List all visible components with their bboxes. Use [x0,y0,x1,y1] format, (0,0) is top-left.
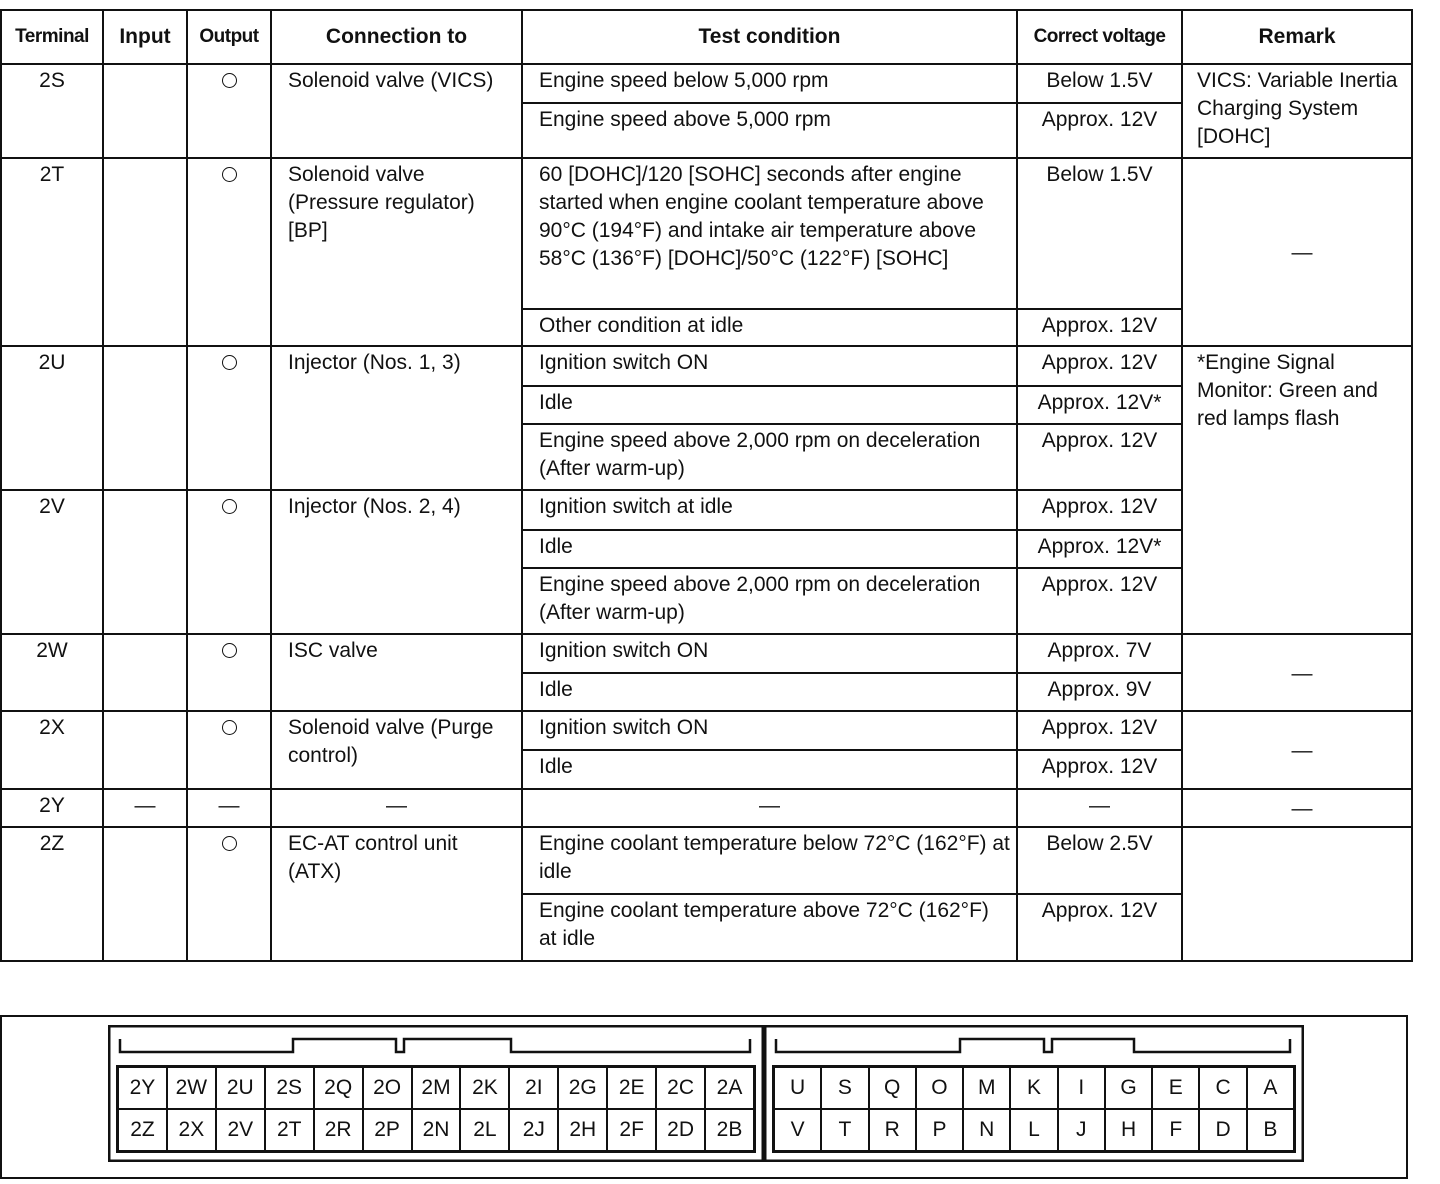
table-row [1,346,1412,386]
output-circle-icon [222,167,237,182]
connector-pin: 2K [460,1067,509,1109]
connector-pin: 2O [363,1067,412,1109]
test-condition-cell: Idle [522,530,1017,568]
connector-pin: E [1152,1067,1199,1109]
terminal-cell: 2V [1,490,103,634]
connector-pin-grid [772,1065,1296,1153]
header-input: Input [103,10,187,64]
connector-pin: 2U [216,1067,265,1109]
connector-pin: 2V [216,1109,265,1151]
voltage-cell: Below 1.5V [1017,64,1182,103]
remark-cell: — [1182,789,1412,827]
input-cell [103,158,187,346]
terminal-cell: 2X [1,711,103,789]
remark-cell: VICS: Variable Inertia Charging System [DOHC] [1182,64,1412,158]
test-condition-cell: Other condition at idle [522,309,1017,346]
connector-pin: D [1199,1109,1246,1151]
connector-pin: 2M [412,1067,461,1109]
connector-pin: R [869,1109,916,1151]
connection-cell: Injector (Nos. 2, 4) [271,490,522,634]
remark-cell: — [1182,634,1412,711]
terminal-cell: 2Z [1,827,103,961]
connector-pin: V [774,1109,821,1151]
connector-pin: 2B [705,1109,754,1151]
input-cell [103,64,187,158]
voltage-cell: Below 1.5V [1017,158,1182,309]
voltage-cell: Approx. 12V [1017,103,1182,158]
output-circle-icon [222,720,237,735]
header-test-condition: Test condition [522,10,1017,64]
header-connection-to: Connection to [271,10,522,64]
connector-pin: C [1199,1067,1246,1109]
test-condition-cell: Ignition switch ON [522,711,1017,750]
remark-cell [1182,827,1412,961]
connector-pin: 2Y [118,1067,167,1109]
test-condition-cell: Ignition switch ON [522,346,1017,386]
header-row [1,10,1412,64]
connection-cell: ISC valve [271,634,522,711]
connector-pin: 2T [265,1109,314,1151]
voltage-cell: — [1017,789,1182,827]
voltage-cell: Approx. 12V [1017,750,1182,789]
connector-pin: N [963,1109,1010,1151]
output-cell [187,634,271,711]
input-cell [103,827,187,961]
test-condition-cell: Idle [522,673,1017,711]
input-cell [103,490,187,634]
table-row [1,64,1412,103]
connector-pin: 2D [656,1109,705,1151]
connector-pin: B [1247,1109,1294,1151]
terminal-cell: 2Y [1,789,103,827]
connector-pin: 2G [558,1067,607,1109]
table-row [1,634,1412,673]
terminal-cell: 2S [1,64,103,158]
header-output: Output [187,10,271,64]
connector-pin: 2N [412,1109,461,1151]
connector-pin: 2Q [314,1067,363,1109]
output-cell [187,64,271,158]
connector-pin: M [963,1067,1010,1109]
output-cell [187,158,271,346]
connector-left-block [108,1025,764,1162]
connector-pin: S [821,1067,868,1109]
header-terminal: Terminal [1,10,103,64]
terminal-cell: 2T [1,158,103,346]
voltage-cell: Approx. 12V* [1017,386,1182,424]
output-cell [187,827,271,961]
test-condition-cell: Engine coolant temperature below 72°C (162°F) at idle [522,827,1017,894]
connector-pin: I [1058,1067,1105,1109]
connector-pin: 2S [265,1067,314,1109]
connection-cell: EC-AT control unit (ATX) [271,827,522,961]
connector-pin: O [916,1067,963,1109]
connector-pin: 2E [607,1067,656,1109]
connector-pin: 2R [314,1109,363,1151]
connector-pin: K [1010,1067,1057,1109]
output-circle-icon [222,499,237,514]
voltage-cell: Approx. 12V* [1017,530,1182,568]
connector-pin: Q [869,1067,916,1109]
voltage-cell: Approx. 7V [1017,634,1182,673]
test-condition-cell: Idle [522,386,1017,424]
connector-pin: F [1152,1109,1199,1151]
remark-cell: *Engine Signal Monitor: Green and red lamps flash [1182,346,1412,634]
connector-pin: 2A [705,1067,754,1109]
output-circle-icon [222,643,237,658]
header-remark: Remark [1182,10,1412,64]
connector-pin: 2L [460,1109,509,1151]
test-condition-cell: Engine speed above 2,000 rpm on deceleration (After warm-up) [522,568,1017,634]
output-cell [187,490,271,634]
terminal-cell: 2U [1,346,103,490]
remark-cell: — [1182,158,1412,346]
output-cell [187,711,271,789]
remark-cell: — [1182,711,1412,789]
table-row [1,158,1412,309]
connector-pin: 2J [509,1109,558,1151]
connector-pin: 2X [167,1109,216,1151]
connector-pin: 2F [607,1109,656,1151]
test-condition-cell: Ignition switch at idle [522,490,1017,530]
table-row [1,789,1412,827]
test-condition-cell: Engine coolant temperature above 72°C (162°F) at idle [522,894,1017,961]
input-cell [103,346,187,490]
table-row [1,827,1412,894]
output-circle-icon [222,355,237,370]
connection-cell: Solenoid valve (Purge control) [271,711,522,789]
input-cell: — [103,789,187,827]
header-correct-voltage: Correct voltage [1017,10,1182,64]
connector-pin: H [1105,1109,1152,1151]
connector-pin-grid [116,1065,756,1153]
connector-pin: 2Z [118,1109,167,1151]
connection-cell: Solenoid valve (VICS) [271,64,522,158]
voltage-cell: Approx. 12V [1017,309,1182,346]
input-cell [103,634,187,711]
connector-pin: P [916,1109,963,1151]
test-condition-cell: Engine speed above 5,000 rpm [522,103,1017,158]
test-condition-cell: 60 [DOHC]/120 [SOHC] seconds after engine started when engine coolant temperature above 90°C (194°F) and intake air temperature above 58°C (136°F) [DOHC]/50°C (122°F) [SOHC] [522,158,1017,309]
voltage-cell: Below 2.5V [1017,827,1182,894]
connection-cell: Solenoid valve (Pressure regulator) [BP] [271,158,522,346]
connector-pin: 2I [509,1067,558,1109]
connector-pin: 2H [558,1109,607,1151]
voltage-cell: Approx. 12V [1017,894,1182,961]
connector-pin: 2W [167,1067,216,1109]
voltage-cell: Approx. 12V [1017,711,1182,750]
voltage-cell: Approx. 12V [1017,346,1182,386]
connection-cell: Injector (Nos. 1, 3) [271,346,522,490]
voltage-cell: Approx. 12V [1017,568,1182,634]
connector-pin: A [1247,1067,1294,1109]
table-row [1,711,1412,750]
test-condition-cell: Engine speed above 2,000 rpm on deceleration (After warm-up) [522,424,1017,490]
output-cell [187,346,271,490]
output-circle-icon [222,836,237,851]
connector-pin: G [1105,1067,1152,1109]
voltage-cell: Approx. 12V [1017,490,1182,530]
test-condition-cell: Engine speed below 5,000 rpm [522,64,1017,103]
test-condition-cell: Ignition switch ON [522,634,1017,673]
terminal-table [0,9,1413,962]
output-circle-icon [222,73,237,88]
connector-pin: T [821,1109,868,1151]
connection-cell: — [271,789,522,827]
output-cell: — [187,789,271,827]
test-condition-cell: — [522,789,1017,827]
connector-pin: 2C [656,1067,705,1109]
connector-right-block [764,1025,1304,1162]
connector-pin: L [1010,1109,1057,1151]
terminal-cell: 2W [1,634,103,711]
connector-pin: U [774,1067,821,1109]
voltage-cell: Approx. 9V [1017,673,1182,711]
input-cell [103,711,187,789]
voltage-cell: Approx. 12V [1017,424,1182,490]
test-condition-cell: Idle [522,750,1017,789]
connector-pin: J [1058,1109,1105,1151]
connector-pin: 2P [363,1109,412,1151]
